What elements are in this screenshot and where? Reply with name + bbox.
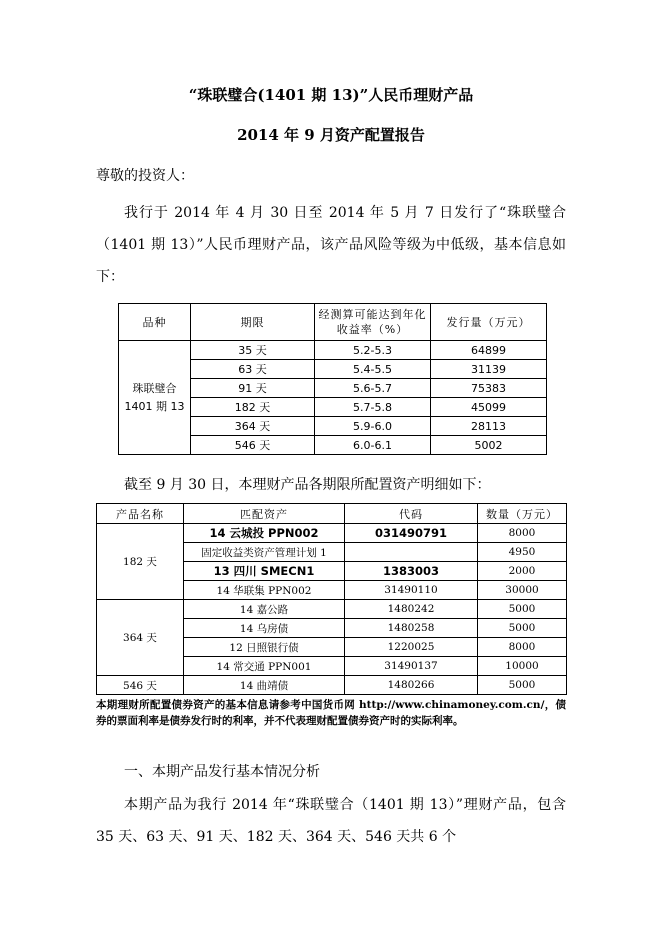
asset-cell: 13 四川 SMECN1	[184, 562, 345, 581]
term-cell: 364 天	[191, 417, 315, 436]
code-cell: 1480266	[345, 676, 478, 695]
term-group-546: 546 天	[97, 676, 184, 695]
asset-cell: 固定收益类资产管理计划 1	[184, 543, 345, 562]
term-cell: 182 天	[191, 398, 315, 417]
amount-cell: 2000	[478, 562, 567, 581]
product-name-line2: 1401 期 13	[124, 399, 185, 413]
amount-cell: 4950	[478, 543, 567, 562]
basic-info-header-row	[119, 304, 547, 341]
asset-cell: 14 乌房债	[184, 619, 345, 638]
asset-cell: 14 云城投 PPN002	[184, 524, 345, 543]
asset-cell: 14 华联集 PPN002	[184, 581, 345, 600]
col-header-code: 代码	[345, 504, 478, 524]
volume-cell: 31139	[431, 360, 547, 379]
asset-cell: 12 日照银行债	[184, 638, 345, 657]
asset-cell: 14 曲靖债	[184, 676, 345, 695]
rate-cell: 5.9-6.0	[315, 417, 431, 436]
table-row	[97, 600, 567, 619]
code-cell: 1480258	[345, 619, 478, 638]
col-header-expected-yield: 经测算可能达到年化收益率（%）	[315, 304, 431, 341]
allocation-header-row	[97, 504, 567, 524]
term-cell: 546 天	[191, 436, 315, 455]
col-header-product-name: 产品名称	[97, 504, 184, 524]
code-cell: 1220025	[345, 638, 478, 657]
term-group-182: 182 天	[97, 524, 184, 600]
volume-cell: 64899	[431, 341, 547, 360]
volume-cell: 45099	[431, 398, 547, 417]
term-group-364: 364 天	[97, 600, 184, 676]
table-row	[97, 524, 567, 543]
amount-cell: 8000	[478, 638, 567, 657]
rate-cell: 5.6-5.7	[315, 379, 431, 398]
code-cell	[345, 543, 478, 562]
col-header-product: 品种	[119, 304, 191, 341]
term-cell: 91 天	[191, 379, 315, 398]
rate-cell: 5.7-5.8	[315, 398, 431, 417]
table-row	[119, 341, 547, 360]
footnote: 本期理财所配置债券资产的基本信息请参考中国货币网 http://www.chinamoney.com.cn/，债券的票面利率是债券发行时的利率，并不代表理财配置债券资产时的实际利率。	[96, 699, 566, 727]
code-cell: 31490137	[345, 657, 478, 676]
doc-title-line1: “珠联璧合(1401 期 13)”人民币理财产品	[188, 86, 474, 104]
volume-cell: 75383	[431, 379, 547, 398]
rate-cell: 5.2-5.3	[315, 341, 431, 360]
paragraph-analysis: 本期产品为我行 2014 年“珠联璧合（1401 期 13）”理财产品，包含 35 天、63 天、91 天、182 天、364 天、546 天共 6 个	[96, 797, 566, 845]
term-cell: 63 天	[191, 360, 315, 379]
amount-cell: 5000	[478, 619, 567, 638]
amount-cell: 5000	[478, 676, 567, 695]
doc-title-line2: 2014 年 9 月资产配置报告	[237, 126, 425, 144]
volume-cell: 5002	[431, 436, 547, 455]
table-row	[97, 676, 567, 695]
col-header-issue-volume: 发行量（万元）	[431, 304, 547, 341]
asset-allocation-table	[96, 503, 567, 695]
section-heading: 一、本期产品发行基本情况分析	[124, 764, 320, 780]
product-name-line1: 珠联璧合	[132, 381, 177, 395]
rate-cell: 6.0-6.1	[315, 436, 431, 455]
paragraph-issue-intro: 我行于 2014 年 4 月 30 日至 2014 年 5 月 7 日发行了“珠联璧合（1401 期 13）”人民币理财产品，该产品风险等级为中低级，基本信息如下：	[96, 205, 566, 285]
volume-cell: 28113	[431, 417, 547, 436]
code-cell: 1383003	[345, 562, 478, 581]
term-cell: 35 天	[191, 341, 315, 360]
code-cell: 31490110	[345, 581, 478, 600]
salutation: 尊敬的投资人：	[96, 168, 194, 184]
asset-cell: 14 常交通 PPN001	[184, 657, 345, 676]
paragraph-allocation-intro: 截至 9 月 30 日，本理财产品各期限所配置资产明细如下：	[124, 477, 491, 493]
amount-cell: 8000	[478, 524, 567, 543]
amount-cell: 10000	[478, 657, 567, 676]
amount-cell: 30000	[478, 581, 567, 600]
col-header-matched-asset: 匹配资产	[184, 504, 345, 524]
col-header-term: 期限	[191, 304, 315, 341]
col-header-amount: 数量（万元）	[478, 504, 567, 524]
code-cell: 031490791	[345, 524, 478, 543]
rate-cell: 5.4-5.5	[315, 360, 431, 379]
code-cell: 1480242	[345, 600, 478, 619]
basic-info-table	[118, 303, 547, 455]
amount-cell: 5000	[478, 600, 567, 619]
product-name-cell	[119, 341, 191, 455]
asset-cell: 14 嘉公路	[184, 600, 345, 619]
